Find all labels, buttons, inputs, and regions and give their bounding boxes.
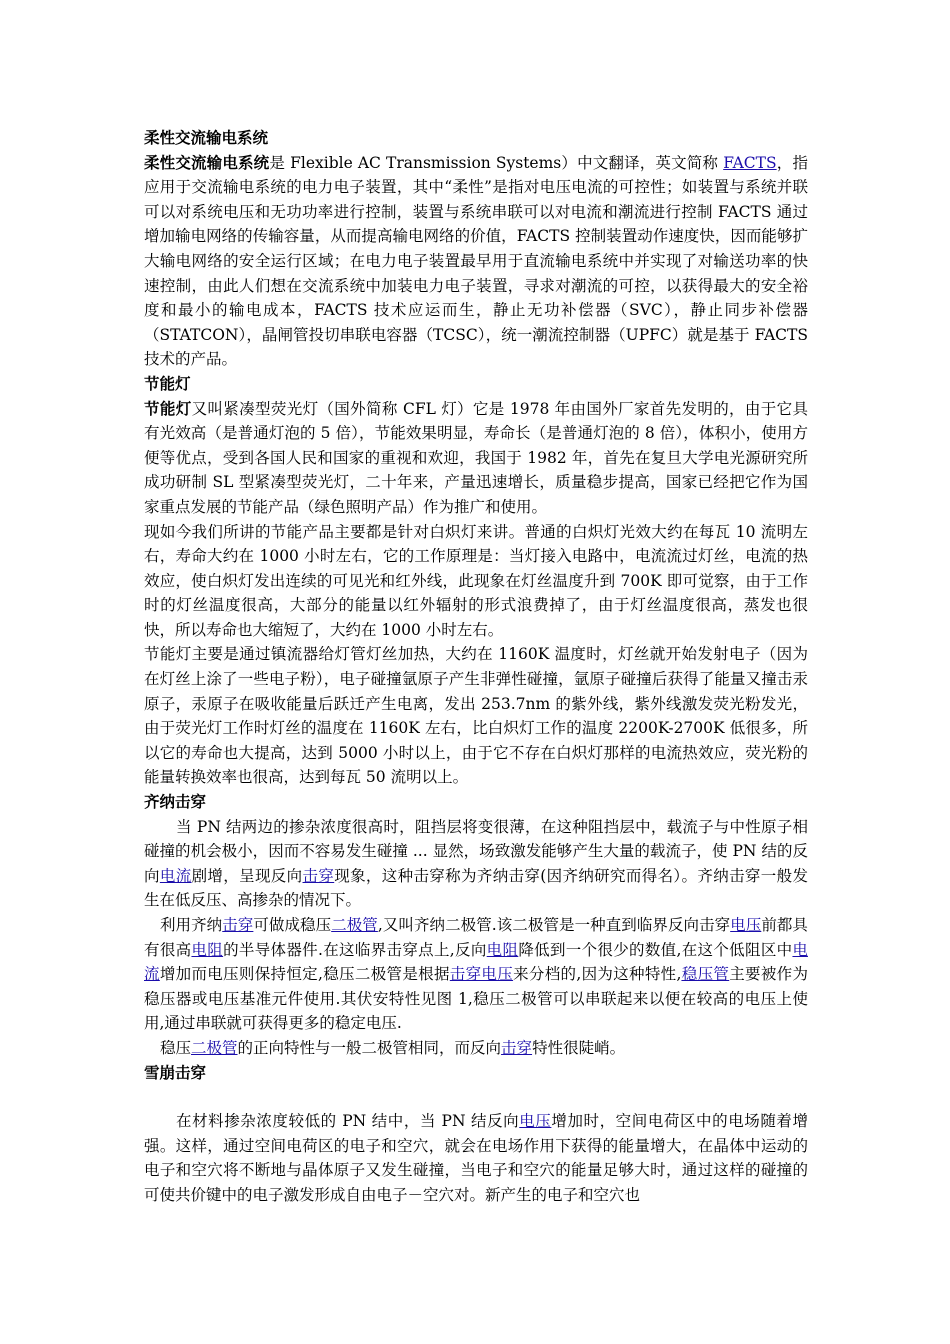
paragraph-zener-1: [144, 815, 808, 913]
text: 增加而电压则保持恒定,稳压二极管是根据: [159, 965, 450, 984]
text: 在材料掺杂浓度较低的 PN 结中，当 PN 结反向: [176, 1112, 520, 1131]
text: 主要被作为稳压器或电压基准元件使用.其伏安特性见图 1,稳压二极管可以串联起来以便在较高的电压上使用,通过串联就可获得更多的稳定电压.: [144, 965, 808, 1033]
text: 的正向特性与一般二极管相同，而反向: [237, 1038, 502, 1057]
text: 稳压: [160, 1038, 192, 1057]
link-voltage[interactable]: 电压: [730, 916, 762, 934]
text: 来分档的,因为这种特性,: [513, 965, 682, 984]
section-heading-cfl: 节能灯: [144, 374, 191, 393]
link-resistance[interactable]: 电阻: [486, 940, 519, 959]
text: 增加时，空间电荷区中的电场随着增强。这样，通过空间电荷区的电子和空穴，就会在电场作用下获得的能量增大，在晶体中运动的电子和空穴将不断地与晶体原子又发生碰撞，当电子和空穴的能量足够大时，通过这样的碰撞的可使共价键中的电子激发形成自由电子－空穴对。新产生的电子和空穴也: [144, 1112, 808, 1204]
paragraph-zener-3: [144, 1036, 808, 1061]
text: 当 PN 结两边的掺杂浓度很高时，阻挡层将变很薄，在这种阻挡层中，载流子与中性原子相碰撞的机会极小，因而不容易发生碰撞 ... 显然，场致激发能够产生大量的载流子，使 PN 结的反向: [144, 817, 808, 885]
link-current[interactable]: 电流: [144, 940, 808, 984]
link-breakdown-voltage[interactable]: 击穿电压: [449, 965, 514, 984]
bold-term-cfl: 节能灯: [144, 399, 192, 418]
text: 利用齐纳: [160, 916, 223, 934]
section-heading-facts: 柔性交流输电系统: [144, 129, 269, 147]
link-current[interactable]: 电流: [159, 866, 192, 885]
paragraph-avalanche-1: [144, 1109, 808, 1207]
text: 剧增，呈现反向: [191, 866, 303, 885]
text: 前都具有很高: [144, 916, 808, 959]
paragraph-cfl-1: [144, 397, 808, 520]
document-page: [144, 126, 808, 1208]
link-voltage[interactable]: 电压: [519, 1112, 552, 1131]
text: 特性很陡峭。: [532, 1038, 626, 1057]
text: 现象，这种击穿称为齐纳击穿(因齐纳研究而得名）。齐纳击穿一般发生在低反压、高掺杂的情况下。: [144, 866, 808, 910]
link-breakdown[interactable]: 击穿: [501, 1038, 533, 1057]
text: 可做成稳压: [253, 916, 332, 934]
section-heading-avalanche: 雪崩击穿: [144, 1063, 207, 1082]
link-breakdown[interactable]: 击穿: [302, 866, 335, 885]
paragraph-cfl-2: 现如今我们所讲的节能产品主要都是针对白炽灯来讲。普通的白炽灯光效大约在每瓦 10 流明左右，寿命大约在 1000 小时左右，它的工作原理是：当灯接入电路中，电流流过灯丝，电流的热效应，使白炽灯发出连续的可见光和红外线，此现象在灯丝温度升到 700K 即可觉察，由于工作时的灯丝温度很高，大部分的能量以红外辐射的形式浪费掉了，由于灯丝温度很高，蒸发也很快，所以寿命也大缩短了，大约在 1000 小时左右。: [144, 522, 808, 639]
text: ,又叫齐纳二极管.该二极管是一种直到临界反向击穿: [377, 916, 731, 934]
link-facts[interactable]: FACTS: [723, 153, 777, 172]
text: ，指应用于交流输电系统的电力电子装置，其中“柔性”是指对电压电流的可控性；如装置与系统并联可以对系统电压和无功功率进行控制，装置与系统串联可以对电流和潮流进行控制 FACTS 通过增加输电网络的传输容量，从而提高输电网络的价值，FACTS 控制装置动作速度快，因而能够扩大输电网络的安全运行区域；在电力电子装置最早用于直流输电系统中并实现了对输送功率的快速控制，由此人们想在交流系统中加装电力电子装置，寻求对潮流的可控，以获得最大的安全裕度和最小的输电成本，FACTS 技术应运而生，静止无功补偿器（SVC），静止同步补偿器（STATCON），晶闸管投切串联电容器（TCSC），统一潮流控制器（UPFC）就是基于 FACTS 技术的产品。: [144, 153, 808, 369]
paragraph-facts: [144, 151, 808, 372]
link-diode[interactable]: 二极管: [191, 1038, 238, 1057]
text: 又叫紧凑型荧光灯（国外简称 CFL 灯）它是 1978 年由国外厂家首先发明的，由于它具有光效高（是普通灯泡的 5 倍），节能效果明显，寿命长（是普通灯泡的 8 倍），体积小，使用方便等优点，受到各国人民和国家的重视和欢迎，我国于 1982 年，首先在复旦大学电光源研究所成功研制 SL 型紧凑型荧光灯，二十年来，产量迅速增长，质量稳步提高，国家已经把它作为国家重点发展的节能产品（绿色照明产品）作为推广和使用。: [144, 399, 808, 516]
blank-line: [144, 1085, 808, 1109]
link-diode[interactable]: 二极管: [331, 916, 378, 934]
link-regulator-tube[interactable]: 稳压管: [681, 965, 730, 984]
text: 降低到一个很少的数值,在这个低阻区中: [518, 940, 793, 959]
text: 是 Flexible AC Transmission Systems）中文翻译，英文简称: [269, 153, 724, 172]
bold-term-facts: 柔性交流输电系统: [144, 153, 270, 172]
link-resistance[interactable]: 电阻: [191, 940, 224, 959]
paragraph-cfl-3: 节能灯主要是通过镇流器给灯管灯丝加热，大约在 1160K 温度时，灯丝就开始发射电子（因为在灯丝上涂了一些电子粉），电子碰撞氩原子产生非弹性碰撞，氩原子碰撞后获得了能量又撞击汞原子，汞原子在吸收能量后跃迁产生电离，发出 253.7nm 的紫外线，紫外线激发荧光粉发光，由于荧光灯工作时灯丝的温度在 1160K 左右，比白炽灯工作的温度 2200K-2700K 低很多，所以它的寿命也大提高，达到 5000 小时以上，由于它不存在白炽灯那样的电流热效应，荧光粉的能量转换效率也很高，达到每瓦 50 流明以上。: [144, 645, 808, 787]
text: 的半导体器件.在这临界击穿点上,反向: [223, 940, 487, 959]
paragraph-zener-2: [144, 913, 808, 1036]
link-breakdown[interactable]: 击穿: [222, 916, 254, 934]
section-heading-zener: 齐纳击穿: [144, 793, 207, 812]
